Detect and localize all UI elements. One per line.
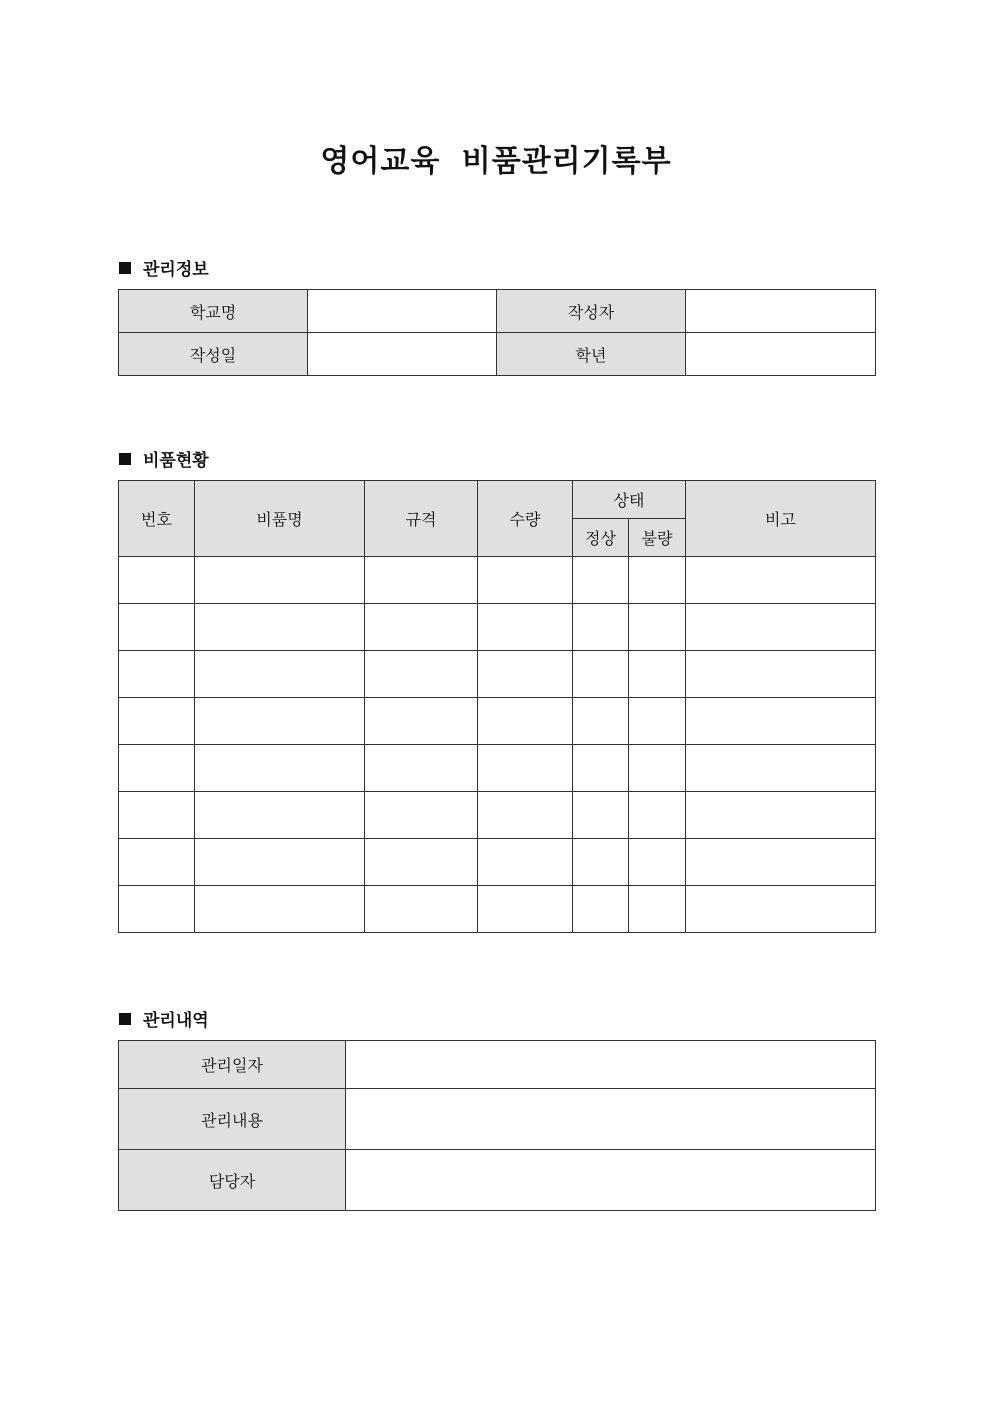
- section-heading-record-label: 관리내역: [143, 1011, 209, 1031]
- cell-normal[interactable]: [573, 698, 629, 745]
- record-table: [118, 1040, 876, 1211]
- cell-qty[interactable]: [478, 886, 573, 933]
- cell-no[interactable]: [119, 839, 195, 886]
- grade-label: 학년: [497, 333, 686, 376]
- cell-bad[interactable]: [629, 792, 686, 839]
- cell-no[interactable]: [119, 745, 195, 792]
- cell-normal[interactable]: [573, 651, 629, 698]
- header-qty: 수량: [478, 481, 573, 557]
- cell-qty[interactable]: [478, 698, 573, 745]
- cell-name[interactable]: [195, 792, 365, 839]
- cell-spec[interactable]: [365, 839, 478, 886]
- cell-spec[interactable]: [365, 651, 478, 698]
- cell-note[interactable]: [686, 792, 876, 839]
- cell-name[interactable]: [195, 557, 365, 604]
- cell-bad[interactable]: [629, 839, 686, 886]
- section-heading-info: [119, 255, 209, 280]
- cell-note[interactable]: [686, 557, 876, 604]
- cell-qty[interactable]: [478, 651, 573, 698]
- school-label: 학교명: [119, 290, 308, 333]
- cell-note[interactable]: [686, 886, 876, 933]
- square-bullet-icon: [119, 1013, 131, 1025]
- table-row: [119, 651, 876, 698]
- cell-spec[interactable]: [365, 604, 478, 651]
- cell-name[interactable]: [195, 651, 365, 698]
- table-row: [119, 792, 876, 839]
- cell-note[interactable]: [686, 604, 876, 651]
- cell-name[interactable]: [195, 839, 365, 886]
- cell-no[interactable]: [119, 886, 195, 933]
- record-manager-field[interactable]: [346, 1150, 876, 1211]
- writer-label: 작성자: [497, 290, 686, 333]
- cell-bad[interactable]: [629, 745, 686, 792]
- table-row: [119, 557, 876, 604]
- date-label: 작성일: [119, 333, 308, 376]
- cell-note[interactable]: [686, 839, 876, 886]
- header-spec: 규격: [365, 481, 478, 557]
- header-status: 상태: [573, 481, 686, 519]
- header-bad: 불량: [629, 519, 686, 557]
- table-row: [119, 839, 876, 886]
- cell-no[interactable]: [119, 557, 195, 604]
- cell-normal[interactable]: [573, 604, 629, 651]
- cell-bad[interactable]: [629, 886, 686, 933]
- cell-bad[interactable]: [629, 604, 686, 651]
- record-date-field[interactable]: [346, 1041, 876, 1089]
- cell-qty[interactable]: [478, 557, 573, 604]
- square-bullet-icon: [119, 453, 131, 465]
- cell-spec[interactable]: [365, 557, 478, 604]
- record-manager-label: 담당자: [119, 1150, 346, 1211]
- cell-normal[interactable]: [573, 839, 629, 886]
- square-bullet-icon: [119, 262, 131, 274]
- cell-note[interactable]: [686, 651, 876, 698]
- cell-qty[interactable]: [478, 792, 573, 839]
- writer-field[interactable]: [686, 290, 876, 333]
- cell-normal[interactable]: [573, 792, 629, 839]
- cell-qty[interactable]: [478, 745, 573, 792]
- record-content-field[interactable]: [346, 1089, 876, 1150]
- cell-spec[interactable]: [365, 745, 478, 792]
- header-note: 비고: [686, 481, 876, 557]
- table-row: [119, 745, 876, 792]
- record-date-label: 관리일자: [119, 1041, 346, 1089]
- header-normal: 정상: [573, 519, 629, 557]
- cell-no[interactable]: [119, 698, 195, 745]
- cell-qty[interactable]: [478, 604, 573, 651]
- cell-normal[interactable]: [573, 886, 629, 933]
- header-no: 번호: [119, 481, 195, 557]
- cell-qty[interactable]: [478, 839, 573, 886]
- cell-name[interactable]: [195, 745, 365, 792]
- cell-spec[interactable]: [365, 886, 478, 933]
- section-heading-record: [119, 1006, 209, 1031]
- cell-no[interactable]: [119, 604, 195, 651]
- section-heading-info-label: 관리정보: [143, 260, 209, 280]
- school-field[interactable]: [308, 290, 497, 333]
- cell-name[interactable]: [195, 886, 365, 933]
- cell-bad[interactable]: [629, 651, 686, 698]
- info-table: [118, 289, 876, 376]
- record-content-label: 관리내용: [119, 1089, 346, 1150]
- cell-normal[interactable]: [573, 557, 629, 604]
- grade-field[interactable]: [686, 333, 876, 376]
- cell-normal[interactable]: [573, 745, 629, 792]
- date-field[interactable]: [308, 333, 497, 376]
- cell-spec[interactable]: [365, 792, 478, 839]
- cell-no[interactable]: [119, 792, 195, 839]
- cell-no[interactable]: [119, 651, 195, 698]
- cell-bad[interactable]: [629, 557, 686, 604]
- document-title: 영어교육 비품관리기록부: [320, 144, 672, 179]
- table-row: [119, 886, 876, 933]
- cell-name[interactable]: [195, 698, 365, 745]
- table-row: [119, 604, 876, 651]
- cell-spec[interactable]: [365, 698, 478, 745]
- header-name: 비품명: [195, 481, 365, 557]
- section-heading-items-label: 비품현황: [143, 451, 209, 471]
- section-heading-items: [119, 446, 209, 471]
- table-row: [119, 698, 876, 745]
- cell-note[interactable]: [686, 745, 876, 792]
- cell-bad[interactable]: [629, 698, 686, 745]
- cell-note[interactable]: [686, 698, 876, 745]
- cell-name[interactable]: [195, 604, 365, 651]
- items-table: [118, 480, 876, 933]
